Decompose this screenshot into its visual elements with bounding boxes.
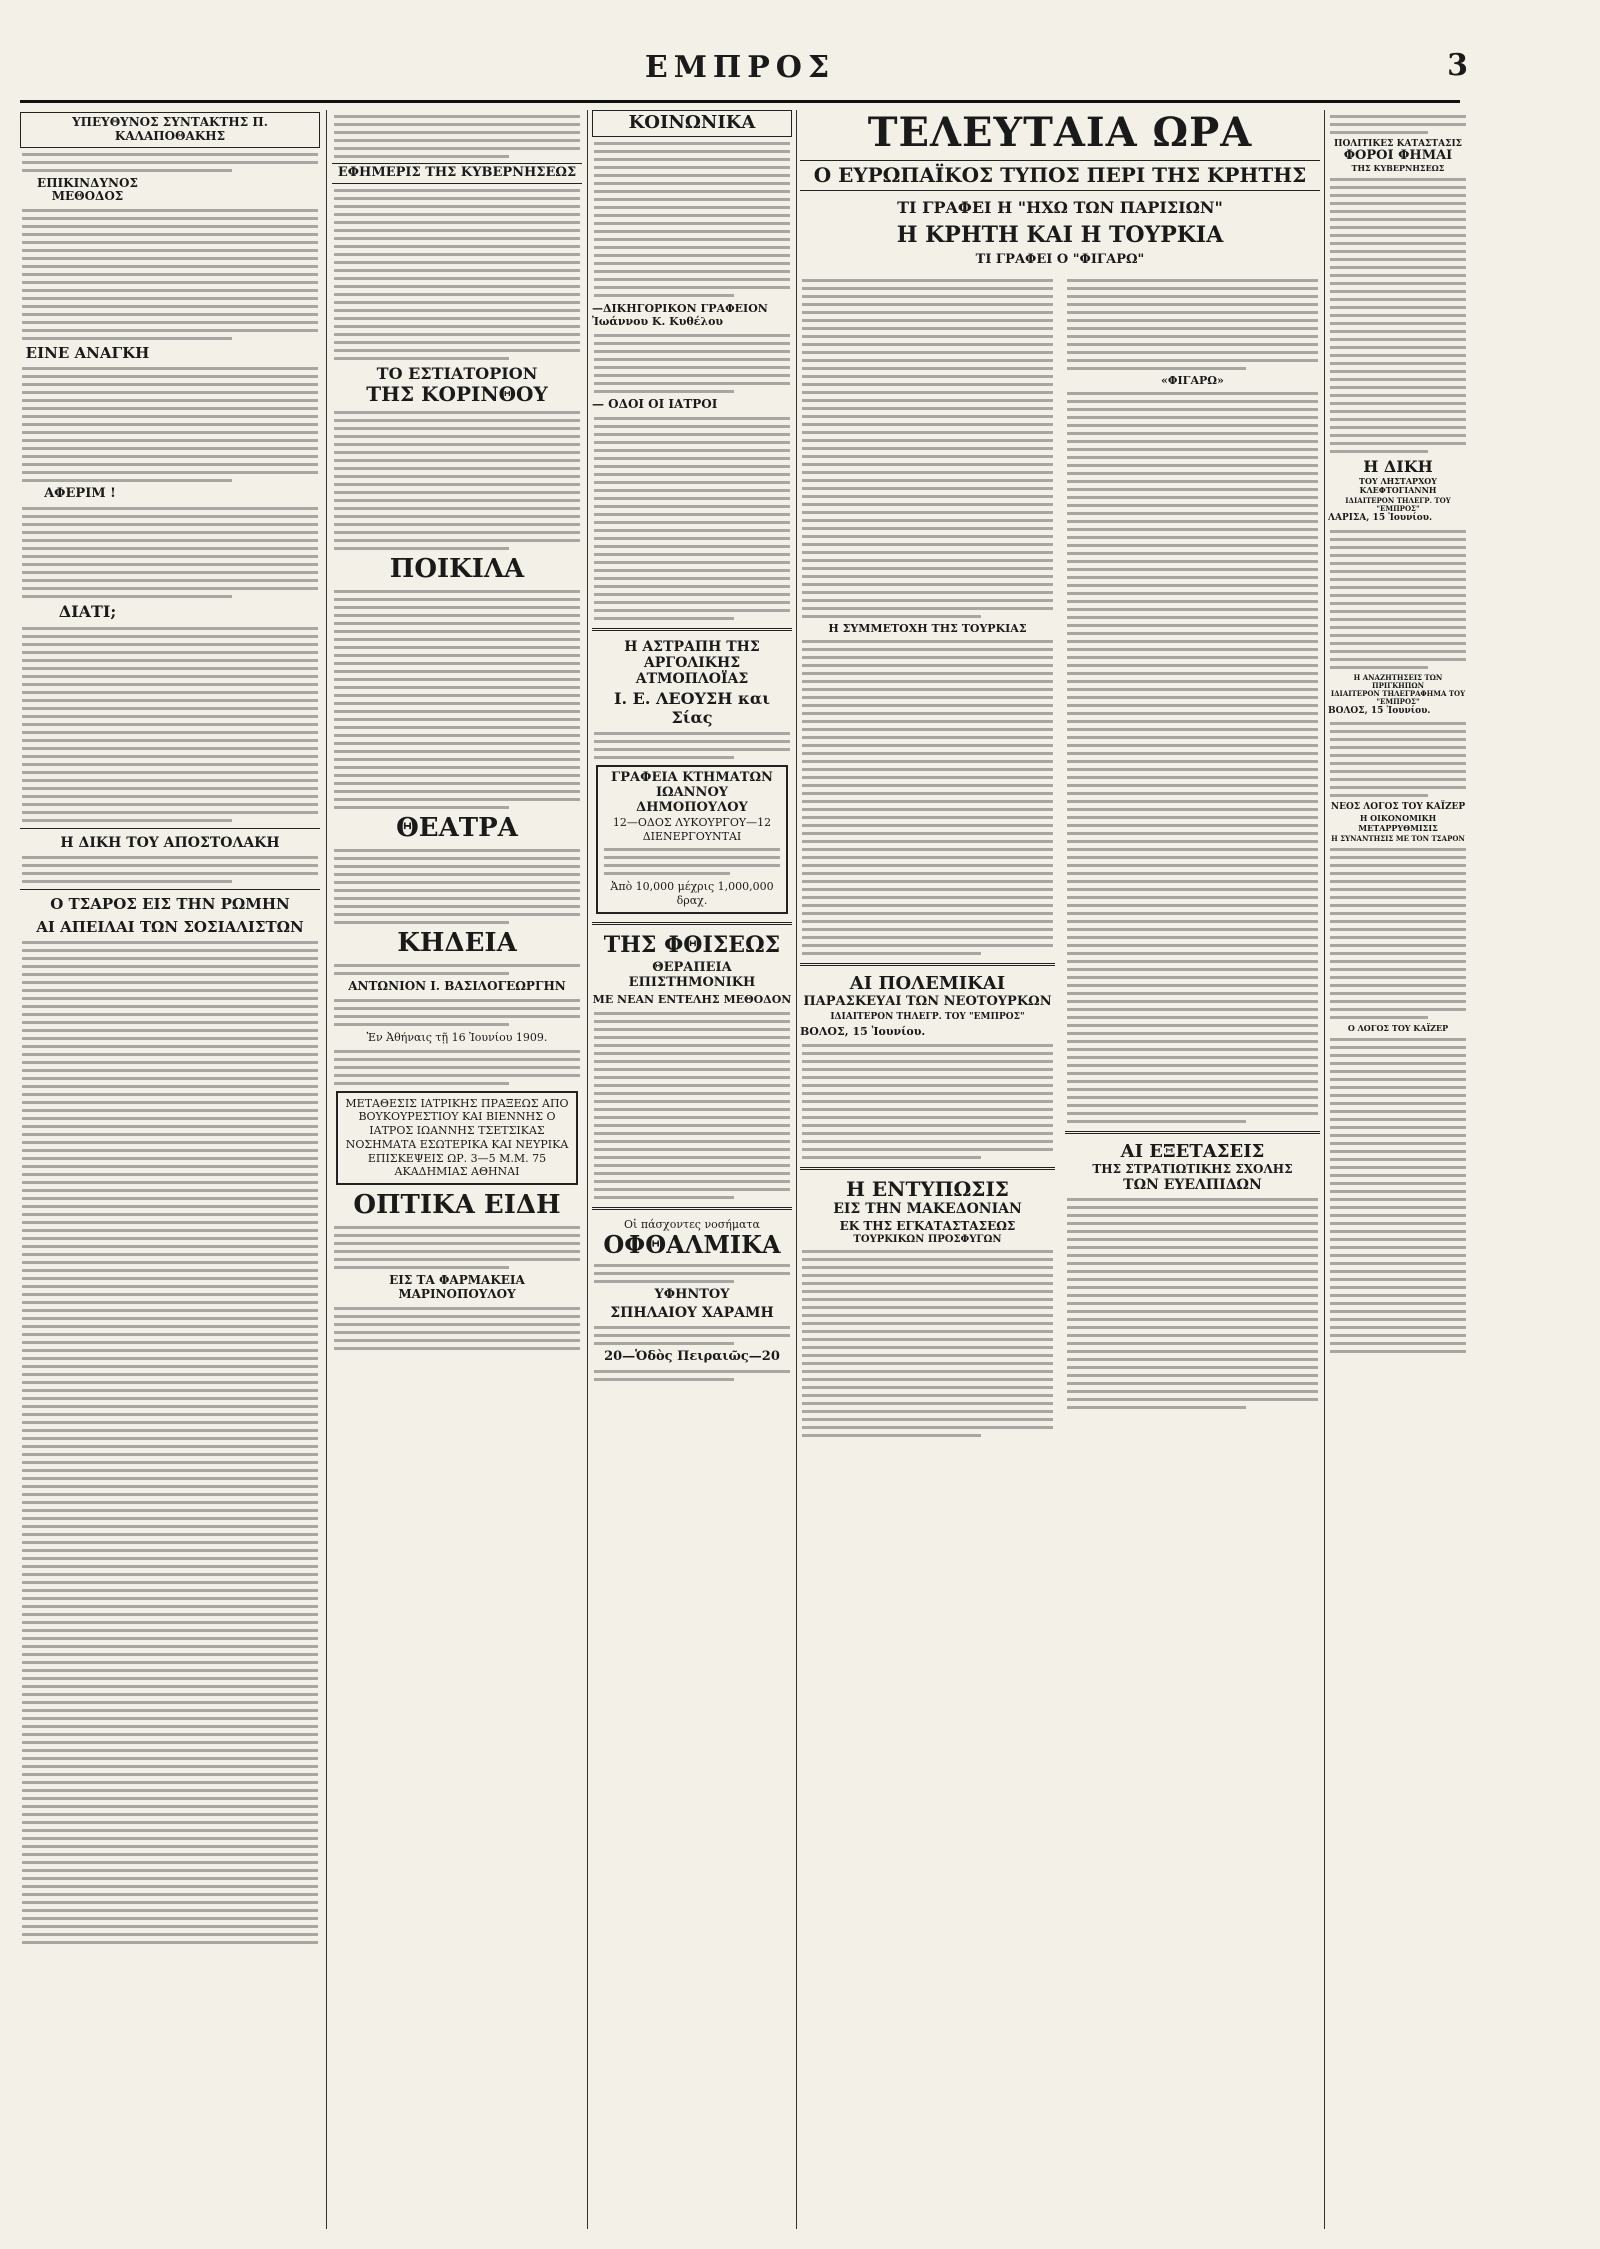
article-subheading: ΤΙ ΓΡΑΦΕΙ Ο "ΦΙΓΑΡΩ" xyxy=(975,251,1145,267)
real-estate-advertisement xyxy=(596,765,788,914)
byline: ΥΠΕΥΘΥΝΟΣ ΣΥΝΤΑΚΤΗΣ Π. ΚΑΛΑΠΟΘΑΚΗΣ xyxy=(20,112,320,148)
section-heading: ΟΠΤΙΚΑ ΕΙΔΗ xyxy=(353,1190,561,1221)
section-heading: ΠΟΙΚΙΛΑ xyxy=(389,554,525,585)
article-heading: Η ΔΙΚΗ ΤΟΥ ΑΠΟΣΤΟΛΑΚΗ xyxy=(60,834,280,851)
dateline: ΒΟΛΟΣ, 15 Ἰουνίου. xyxy=(800,1025,926,1039)
article-subheading: ΤΟΥΡΚΙΚΩΝ ΠΡΟΣΦΥΓΩΝ xyxy=(853,1233,1002,1245)
section-heading: ΘΕΑΤΡΑ xyxy=(396,813,518,844)
column-2 xyxy=(332,110,582,2229)
column-rule xyxy=(326,110,327,2229)
doctor-advertisement: ΜΕΤΑΘΕΣΙΣ ΙΑΤΡΙΚΗΣ ΠΡΑΞΕΩΣ ΑΠΟ ΒΟΥΚΟΥΡΕΣΤΙΟΥ ΚΑΙ ΒΙΕΝΝΗΣ Ο ΙΑΤΡΟΣ ΙΩΑΝΝΗΣ ΤΣΕΤΣΙΚΑΣ ΝΟΣΗΜΑΤΑ ΕΣΩΤΕΡΙΚΑ ΚΑΙ ΝΕΥΡΙΚΑ ΕΠΙΣΚΕΨΕΙΣ ΩΡ. 3—5 Μ.Μ. 75 ΑΚΑΔΗΜΙΑΣ ΑΘΗΝΑΙ xyxy=(336,1091,578,1186)
ad-amount: Ἀπὸ 10,000 μέχρις 1,000,000 δραχ. xyxy=(610,880,774,908)
article-heading: Η ΔΙΚΗ xyxy=(1363,457,1433,477)
article-heading: ΕΦΗΜΕΡΙΣ ΤΗΣ ΚΥΒΕΡΝΗΣΕΩΣ xyxy=(332,163,582,184)
article-subheading: ΤΩΝ ΕΥΕΛΠΙΔΩΝ xyxy=(1123,1176,1262,1193)
ad-heading: ΤΗΣ ΦΘΙΣΕΩΣ xyxy=(603,931,781,958)
column-1 xyxy=(20,110,320,2229)
masthead-title: ΕΜΠΡΟΣ xyxy=(644,50,836,85)
article-heading: ΤΙ ΓΡΑΦΕΙ Η "ΗΧΩ ΤΩΝ ΠΑΡΙΣΙΩΝ" xyxy=(897,198,1223,217)
subcolumn-left xyxy=(800,274,1055,1443)
page-number: 3 xyxy=(1447,48,1468,83)
ad-subtitle: ΔΙΕΝΕΡΓΟΥΝΤΑΙ xyxy=(642,829,742,843)
article-subheading: Ο ΛΟΓΟΣ ΤΟΥ ΚΑΪΖΕΡ xyxy=(1347,1022,1449,1033)
column-6 xyxy=(1328,110,1468,2229)
column-rule xyxy=(1324,110,1325,2229)
dateline: ΒΟΛΟΣ, 15 Ἰουνίου. xyxy=(1328,705,1431,716)
telegram-label: ΙΔΙΑΙΤΕΡΟΝ ΤΗΛΕΓΡ. ΤΟΥ "ΕΜΠΡΟΣ" xyxy=(1345,496,1451,514)
article-heading: Ο ΤΣΑΡΟΣ ΕΙΣ ΤΗΝ ΡΩΜΗΝ xyxy=(50,894,290,913)
article-subheading: ΕΚ ΤΗΣ ΕΓΚΑΤΑΣΤΑΣΕΩΣ xyxy=(839,1219,1016,1234)
side-title: ΕΠΙΚΙΝΔΥΝΟΣ ΜΕΘΟΔΟΣ xyxy=(37,175,138,204)
article-heading: — ΟΔΟΙ ΟΙ ΙΑΤΡΟΙ xyxy=(592,397,718,412)
main-subheadline: Ο ΕΥΡΩΠΑΪΚΟΣ ΤΥΠΟΣ ΠΕΡΙ ΤΗΣ ΚΡΗΤΗΣ xyxy=(800,160,1320,191)
article-heading: ΦΟΡΟΙ ΦΗΜΑΙ xyxy=(1343,148,1453,164)
ad-intro: Οἱ πάσχοντες νοσήματα xyxy=(624,1217,760,1231)
article-subheading: ΕΙΣ ΤΗΝ ΜΑΚΕΔΟΝΙΑΝ xyxy=(833,1200,1022,1217)
article-subheading: ΤΟΥ ΛΗΣΤΑΡΧΟΥ ΚΛΕΦΤΟΓΙΑΝΝΗ xyxy=(1359,475,1437,496)
ad-title: ΓΡΑΦΕΙΑ ΚΤΗΜΑΤΩΝ ΙΩΑΝΝΟΥ ΔΗΜΟΠΟΥΛΟΥ xyxy=(611,770,773,815)
telegram-label: ΙΔΙΑΙΤΕΡΟΝ ΤΗΛΕΓΡΑΦΗΜΑ ΤΟΥ "ΕΜΠΡΟΣ" xyxy=(1330,688,1466,706)
ad-subheading: ΜΕ ΝΕΑΝ ΕΝΤΕΛΗΣ ΜΕΘΟΔΟΝ xyxy=(592,993,792,1007)
side-title: ΑΦΕΡΙΜ ! xyxy=(44,486,116,502)
telegram-label: ΙΔΙΑΙΤΕΡΟΝ ΤΗΛΕΓΡ. ΤΟΥ "ΕΜΠΡΟΣ" xyxy=(830,1011,1025,1022)
article-heading: Η ΚΡΗΤΗ ΚΑΙ Η ΤΟΥΡΚΙΑ xyxy=(896,222,1224,249)
article-heading: ΝΕΟΣ ΛΟΓΟΣ ΤΟΥ ΚΑΪΖΕΡ xyxy=(1330,802,1466,813)
article-subheading: ΠΑΡΑΣΚΕΥΑΙ ΤΩΝ ΝΕΟΤΟΥΡΚΩΝ xyxy=(803,993,1052,1009)
article-subheading: Η ΣΥΝΑΝΤΗΣΙΣ ΜΕ ΤΟΝ ΤΣΑΡΟΝ xyxy=(1331,833,1465,843)
article-heading: Η ΕΝΤΥΠΩΣΙΣ xyxy=(846,1176,1009,1201)
column-3 xyxy=(592,110,792,2229)
ad-address: 12—ΟΔΟΣ ΛΥΚΟΥΡΓΟΥ—12 xyxy=(612,815,772,829)
masthead xyxy=(20,40,1468,103)
company-name: Ι. Ε. ΛΕΟΥΣΗ και Σίας xyxy=(614,689,770,727)
side-title: ΔΙΑΤΙ; xyxy=(58,602,117,622)
obituary-date: Ἐν Ἀθήναις τῇ 16 Ἰουνίου 1909. xyxy=(366,1030,548,1044)
column-rule xyxy=(796,110,797,2229)
article-subheading: ΤΗΣ ΚΟΡΙΝΘΟΥ xyxy=(366,382,548,407)
side-title: ΕΙΝΕ ΑΝΑΓΚΗ xyxy=(25,344,150,363)
article-heading: ΤΟ ΕΣΤΙΑΤΟΡΙΟΝ xyxy=(376,363,538,383)
article-heading: ΑΙ ΠΟΛΕΜΙΚΑΙ xyxy=(849,973,1006,995)
ad-heading: ΟΦΘΑΛΜΙΚΑ xyxy=(603,1230,781,1260)
article-heading: ΑΙ ΕΞΕΤΑΣΕΙΣ xyxy=(1120,1141,1265,1163)
doctor-name: ΥΦΗΝΤΟΥ xyxy=(654,1287,730,1303)
article-subheading: Η ΟΙΚΟΝΟΜΙΚΗ ΜΕΤΑΡΡΥΘΜΙΣΙΣ xyxy=(1358,813,1438,833)
section-heading: ΚΗΔΕΙΑ xyxy=(397,928,517,959)
shop-name: ΕΙΣ ΤΑ ΦΑΡΜΑΚΕΙΑ ΜΑΡΙΝΟΠΟΥΛΟΥ xyxy=(389,1272,525,1301)
main-news-columns xyxy=(800,110,1320,2229)
subcolumn-right xyxy=(1065,274,1320,1443)
section-heading: ΚΟΙΝΩΝΙΚΑ xyxy=(592,110,792,137)
column-rule xyxy=(587,110,588,2229)
article-subheading: «ΦΙΓΑΡΩ» xyxy=(1161,373,1224,387)
law-office: —ΔΙΚΗΓΟΡΙΚΟΝ ΓΡΑΦΕΙΟΝ Ἰωάννου Κ. Κυθέλου xyxy=(592,301,768,329)
article-subheading: ΤΗΣ ΣΤΡΑΤΙΩΤΙΚΗΣ ΣΧΟΛΗΣ xyxy=(1092,1161,1293,1176)
article-subheading: ΑΙ ΑΠΕΙΛΑΙ ΤΩΝ ΣΟΣΙΑΛΙΣΤΩΝ xyxy=(36,918,304,937)
main-headline: ΤΕΛΕΥΤΑΙΑ ΩΡΑ xyxy=(867,110,1253,156)
doctor-name: ΣΠΗΛΑΙΟΥ ΧΑΡΑΜΗ xyxy=(610,1304,774,1321)
article-heading: Η ΑΝΑΖΗΤΗΣΕΙΣ ΤΩΝ ΠΡΙΓΚΗΠΩΝ xyxy=(1353,672,1443,690)
article-subheading: Η ΣΥΜΜΕΤΟΧΗ ΤΗΣ ΤΟΥΡΚΙΑΣ xyxy=(828,621,1027,635)
article-subheading: ΤΗΣ ΚΥΒΕΡΝΗΣΕΩΣ xyxy=(1351,163,1445,174)
ad-address: 20—Ὁδὸς Πειραιῶς—20 xyxy=(604,1349,780,1365)
ad-subheading: ΘΕΡΑΠΕΙΑ ΕΠΙΣΤΗΜΟΝΙΚΗ xyxy=(628,960,756,991)
dateline: ΛΑΡΙΣΑ, 15 Ἰουνίου. xyxy=(1328,513,1433,524)
obituary-name: ΑΝΤΩΝΙΟΝ Ι. ΒΑΣΙΛΟΓΕΩΡΓΗΝ xyxy=(348,979,566,993)
article-heading: ΠΟΛΙΤΙΚΕΣ ΚΑΤΑΣΤΑΣΙΣ xyxy=(1333,139,1463,149)
ad-heading: Η ΑΣΤΡΑΠΗ ΤΗΣ ΑΡΓΟΛΙΚΗΣ ΑΤΜΟΠΛΟΪΑΣ xyxy=(624,638,760,688)
